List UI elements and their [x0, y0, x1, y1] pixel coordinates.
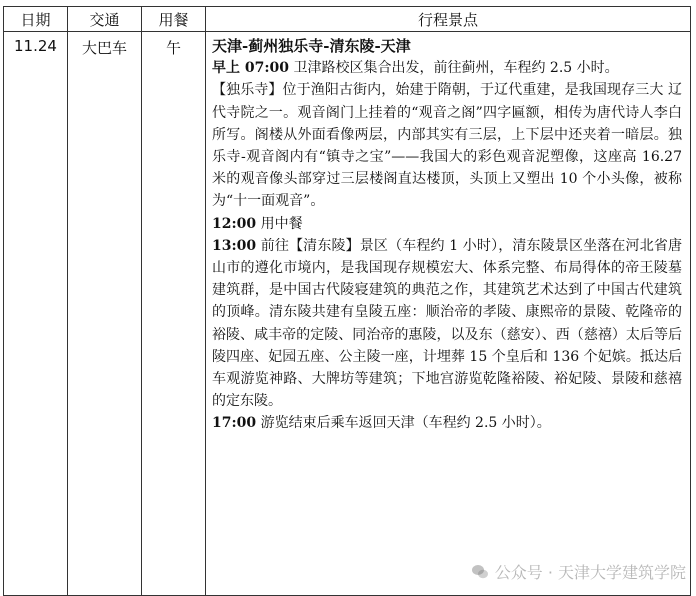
header-meal: 用餐	[142, 7, 206, 32]
itinerary-cell	[206, 32, 691, 596]
entry-1700	[212, 412, 682, 434]
header-transport: 交通	[68, 7, 142, 32]
entry-0700	[212, 57, 682, 79]
header-row	[4, 7, 691, 32]
entry-text: 游览结束后乘车返回天津（车程约 2.5 小时）。	[256, 415, 551, 432]
entry-text: 用中餐	[256, 215, 303, 232]
entry-text: 卫津路校区集合出发，前往蓟州，车程约 2.5 小时。	[289, 60, 619, 77]
itinerary-table	[3, 6, 691, 596]
watermark-text: 公众号 · 天津大学建筑学院	[494, 563, 686, 582]
entry-1200	[212, 213, 682, 235]
entry-time: 早上 07:00	[212, 60, 290, 77]
entry-text: 【独乐寺】位于渔阳古街内，始建于隋朝，于辽代重建，是我国现存三大 辽代寺院之一。观音阁门上挂着的“观音之阁”四字匾额，相传为唐代诗人李白所写。阁楼从外面看像两层，内部其实有三层，上下层中还夹着一暗层。独乐寺-观音阁内有“镇寺之宝”——我国大的彩色观音泥塑像，这座高 16.27 米的观音像头部穿过三层楼阁直达楼顶，头顶上又塑出 10 个小头像，被称为“十一面观音”。	[212, 82, 682, 210]
table-row	[4, 32, 691, 596]
trip-title: 天津-蓟州独乐寺-清东陵-天津	[212, 37, 411, 55]
meal-cell: 午	[142, 32, 206, 596]
header-itinerary: 行程景点	[206, 7, 691, 32]
date-cell: 11.24	[4, 32, 68, 596]
entry-1300	[212, 235, 682, 413]
entry-dule-temple	[212, 79, 682, 212]
entry-time: 17:00	[212, 415, 257, 432]
entry-time: 12:00	[212, 215, 257, 232]
entry-time: 13:00	[212, 237, 257, 254]
entry-text: 前往【清东陵】景区（车程约 1 小时），清东陵景区坐落在河北省唐山市的遵化市境内，是我国现存规模宏大、体系完整、布局得体的帝王陵墓建筑群，是中国古代陵寝建筑的典范之作，其建筑艺术达到了中国古代建筑的顶峰。清东陵共建有皇陵五座：顺治帝的孝陵、康熙帝的景陵、乾隆帝的裕陵、咸丰帝的定陵、同治帝的惠陵，以及东（慈安）、西（慈禧）太后等后陵四座、妃园五座、公主陵一座，计埋葬 15 个皇后和 136 个妃嫔。抵达后车观游览神路、大牌坊等建筑；下地宫游览乾隆裕陵、裕妃陵、景陵和慈禧的定东陵。	[212, 237, 682, 410]
header-date: 日期	[4, 7, 68, 32]
wechat-icon	[471, 563, 489, 581]
watermark	[471, 560, 686, 583]
transport-cell: 大巴车	[68, 32, 142, 596]
